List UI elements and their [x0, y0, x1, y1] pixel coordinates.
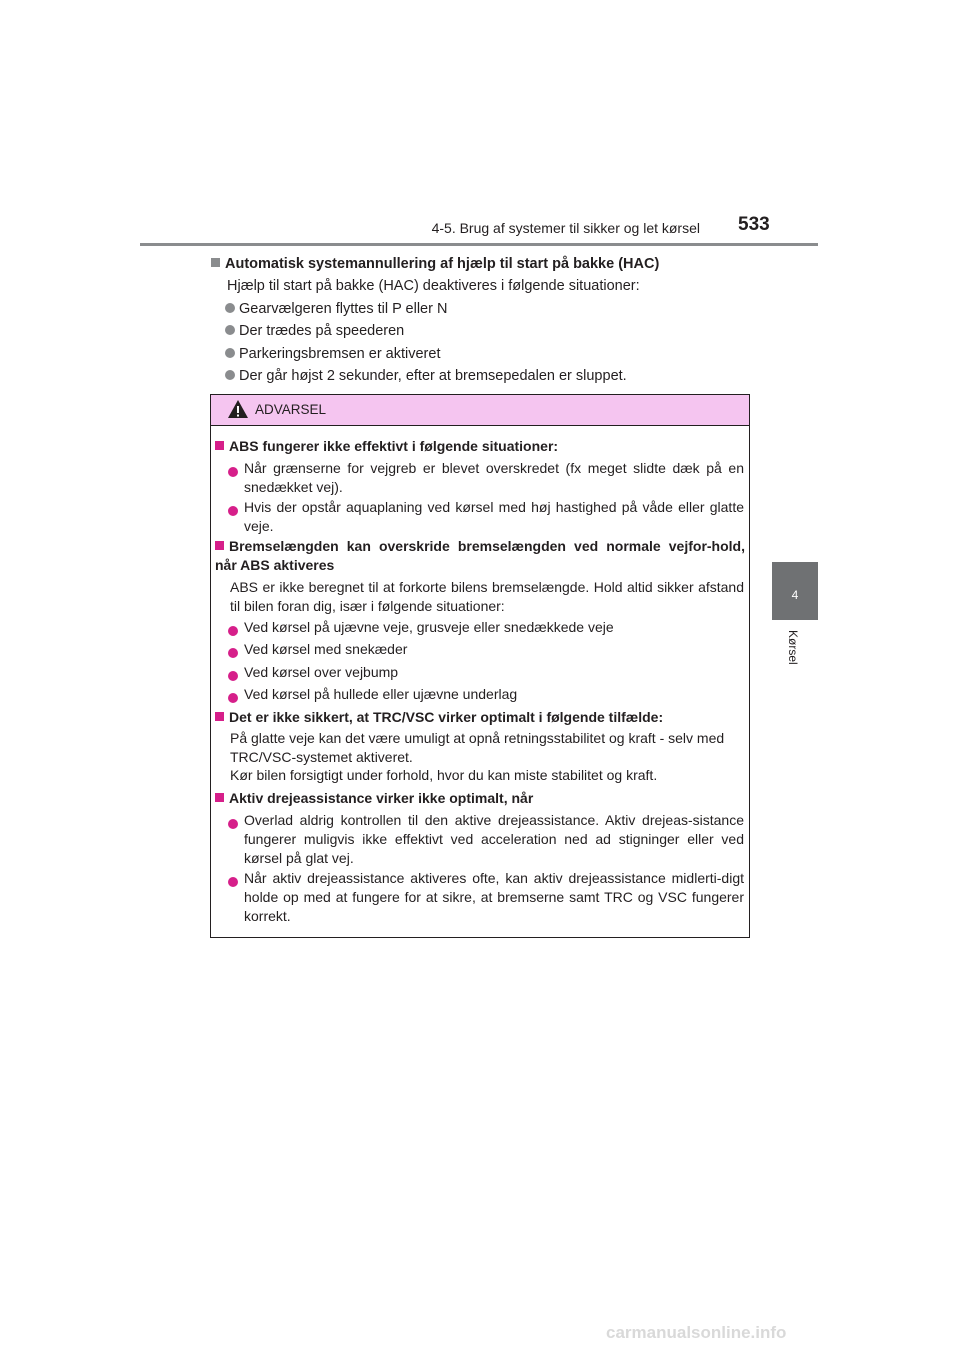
bullet-icon	[228, 671, 238, 681]
warning-list-item-text: Ved kørsel med snekæder	[244, 641, 408, 657]
section-heading-text: Automatisk systemannullering af hjælp til start på bakke (HAC)	[225, 256, 660, 272]
warning-heading-text: ABS fungerer ikke effektivt i følgende situationer:	[229, 438, 559, 454]
warning-list-item-text: Overlad aldrig kontrollen til den aktive drejeassistance. Aktiv drejeas-sistance fungerer muligvis ikke effektivt ved acceleration ned ad stigninger eller ved kørsel på glat vej.	[244, 812, 744, 866]
bullet-icon	[228, 693, 238, 703]
bullet-icon	[225, 303, 235, 313]
list-item-text: Gearvælgeren flyttes til P eller N	[239, 301, 448, 317]
warning-list-item	[244, 811, 744, 868]
bullet-icon	[225, 348, 235, 358]
warning-heading	[215, 437, 735, 456]
warning-list-item	[244, 618, 744, 637]
warning-paragraph: Kør bilen forsigtigt under forhold, hvor du kan miste stabilitet og kraft.	[230, 767, 658, 783]
chapter-label-text: Kørsel	[786, 630, 800, 665]
warning-list-item-text: Når grænserne for vejgreb er blevet overskredet (fx meget slidte dæk på en snedækket vej).	[244, 460, 744, 495]
warning-heading	[215, 708, 745, 727]
warning-header	[211, 395, 749, 426]
warning-paragraph: ABS er ikke beregnet til at forkorte bilens bremselængde. Hold altid sikker afstand til bilen foran dig, især i følgende situationer:	[230, 579, 744, 614]
bullet-icon	[228, 626, 238, 636]
warning-list-item	[244, 685, 744, 704]
list-item	[225, 322, 404, 341]
square-bullet-icon	[215, 441, 224, 450]
warning-list-item-text: Ved kørsel over vejbump	[244, 664, 399, 680]
warning-list-item	[244, 640, 744, 659]
warning-list-item-text: Når aktiv drejeassistance aktiveres ofte, kan aktiv drejeassistance midlerti-digt holde op med at fungere for at sikre, at bremserne samt TRC og VSC fungerer korrekt.	[244, 870, 744, 924]
square-bullet-icon	[215, 793, 224, 802]
warning-list-item-text: Ved kørsel på hullede eller ujævne underlag	[244, 686, 518, 702]
header-section-title: 4-5. Brug af systemer til sikker og let kørsel	[431, 220, 700, 236]
list-item-text: Der går højst 2 sekunder, efter at bremsepedalen er sluppet.	[239, 368, 627, 384]
warning-box	[210, 394, 750, 938]
chapter-tab	[772, 562, 818, 620]
square-bullet-icon	[215, 712, 224, 721]
bullet-icon	[228, 648, 238, 658]
bullet-icon	[225, 370, 235, 380]
warning-list-item	[244, 498, 744, 536]
list-item-text: Parkeringsbremsen er aktiveret	[239, 346, 441, 362]
warning-heading-text: Bremselængden kan overskride bremselængden ved normale vejfor-hold, når ABS aktiveres	[215, 538, 745, 573]
warning-triangle-icon	[227, 399, 249, 419]
square-bullet-icon	[211, 258, 220, 267]
bullet-icon	[228, 819, 238, 829]
warning-title: ADVARSEL	[255, 402, 327, 417]
bullet-icon	[228, 506, 238, 516]
warning-list-item	[244, 663, 744, 682]
warning-list-item-text: Hvis der opstår aquaplaning ved kørsel med høj hastighed på våde eller glatte veje.	[244, 499, 744, 534]
warning-heading-text: Det er ikke sikkert, at TRC/VSC virker optimalt i følgende tilfælde:	[229, 709, 664, 725]
warning-list-item	[244, 459, 744, 497]
bullet-icon	[225, 325, 235, 335]
list-item	[225, 300, 447, 319]
page-number: 533	[738, 214, 770, 235]
bullet-icon	[228, 877, 238, 887]
list-item	[225, 367, 627, 386]
list-item	[225, 345, 440, 364]
chapter-label	[784, 630, 804, 690]
bullet-icon	[228, 467, 238, 477]
warning-heading	[215, 537, 745, 575]
chapter-number: 4	[791, 588, 799, 602]
warning-heading-text: Aktiv drejeassistance virker ikke optimalt, når	[229, 790, 534, 806]
list-item-text: Der trædes på speederen	[239, 323, 405, 339]
section-intro: Hjælp til start på bakke (HAC) deaktiveres i følgende situationer:	[227, 278, 640, 294]
watermark: carmanualsonline.info	[606, 1323, 787, 1342]
header-rule	[140, 243, 818, 246]
warning-list-item	[244, 869, 744, 926]
section-heading	[211, 256, 659, 272]
square-bullet-icon	[215, 541, 224, 550]
warning-heading	[215, 789, 745, 808]
warning-list-item-text: Ved kørsel på ujævne veje, grusveje eller snedækkede veje	[244, 619, 614, 635]
warning-paragraph: På glatte veje kan det være umuligt at opnå retningsstabilitet og kraft - selv med TRC/VSC-systemet aktiveret.	[230, 730, 725, 765]
